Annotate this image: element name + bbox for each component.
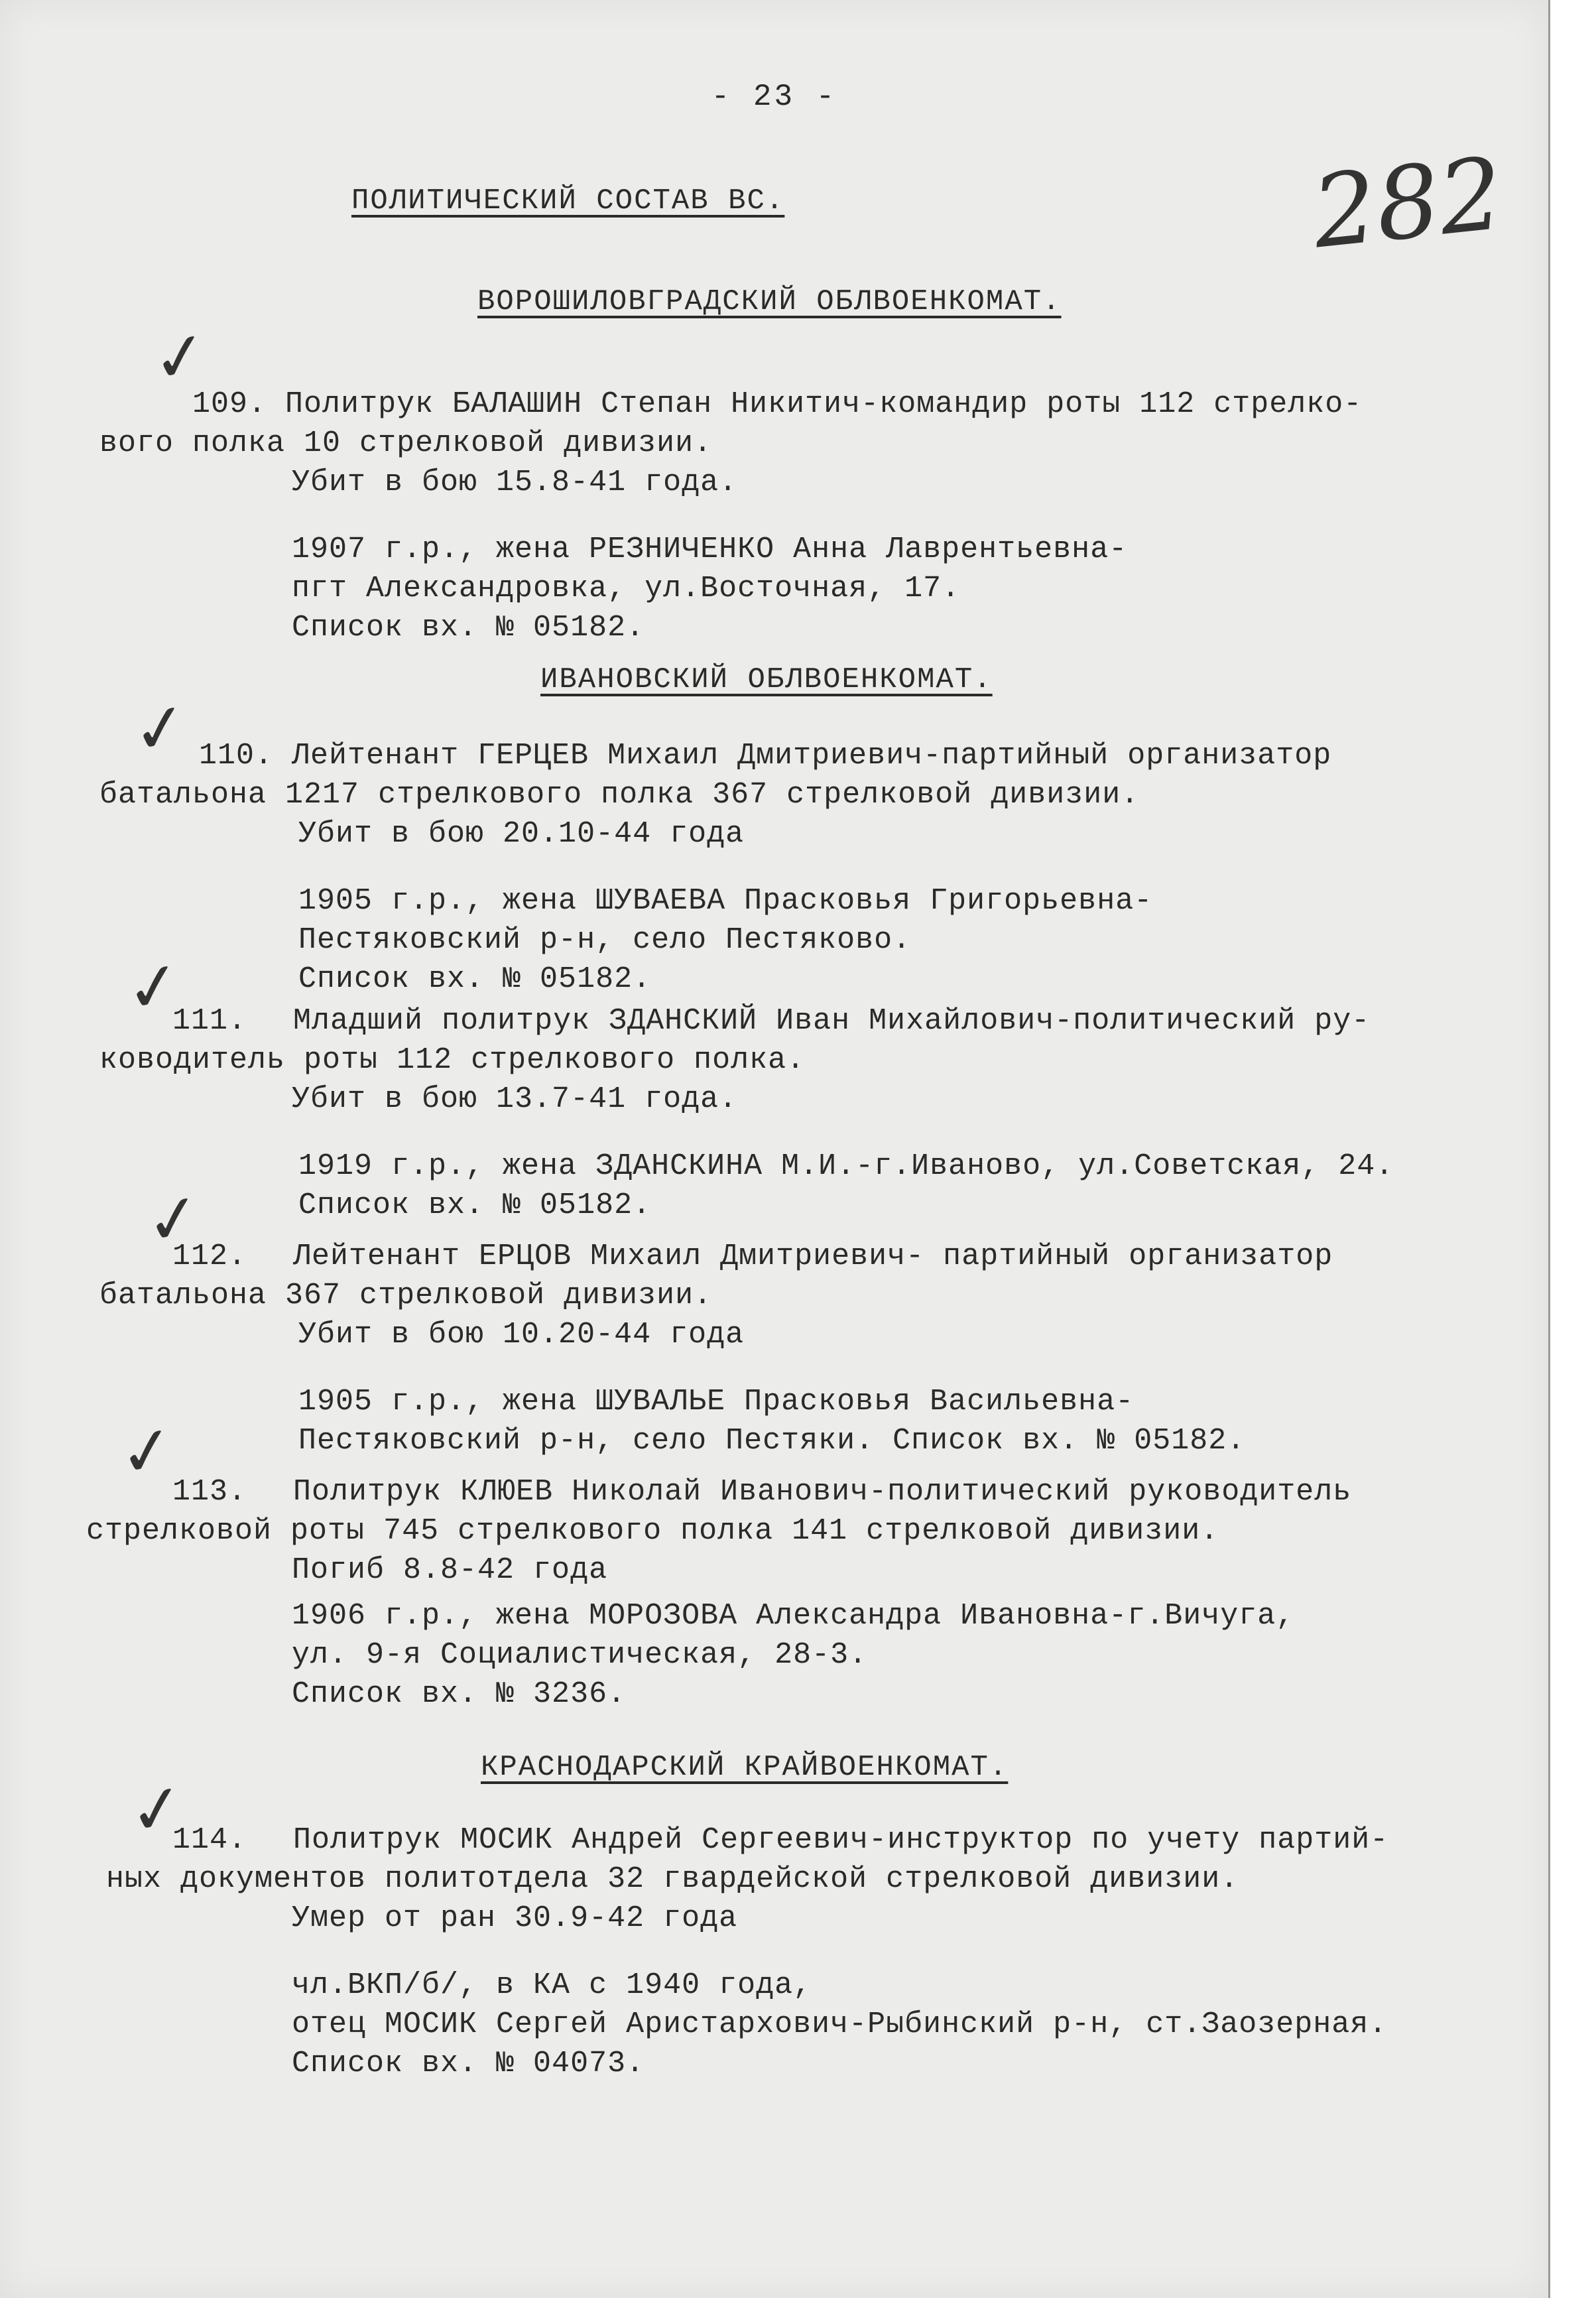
checkmark-icon: ✓: [121, 944, 187, 1030]
checkmark-icon: ✓: [114, 1409, 180, 1494]
entry-110: 110. Лейтенант ГЕРЦЕВ Михаил Дмитриевич-партийный организатор батальона 1217 стрелкового полка 367 стрелковой дивизии. Убит в бою 20.10-44 года 1905 г.р., жена ШУВАЕВА Прасковья Григорьевна- Пестяковский р-н, село Пестяково. Список вх. № 05182.: [99, 739, 1332, 996]
entry-113: 113. Политрук КЛЮЕВ Николай Иванович-политический руководитель стрелковой роты 745 стрелкового полка 141 стрелковой дивизии. Погиб 8.8-42 года 1906 г.р., жена МОРОЗОВА Александра Ивановна-г.Вичуга, ул. 9-я Социалистическая, 28-3. Список вх. № 3236.: [86, 1475, 1352, 1711]
section-heading-voroshilovgrad: ВОРОШИЛОВГРАДСКИЙ ОБЛВОЕНКОМАТ.: [477, 285, 1062, 318]
section-heading-krasnodar: КРАСНОДАРСКИЙ КРАЙВОЕНКОМАТ.: [481, 1751, 1009, 1784]
checkmark-icon: ✓: [147, 314, 214, 400]
checkmark-icon: ✓: [124, 1767, 190, 1852]
entry-number: 110.: [199, 739, 274, 773]
checkmark-icon: ✓: [127, 686, 194, 771]
entry-112: 112. Лейтенант ЕРЦОВ Михаил Дмитриевич- партийный организатор батальона 367 стрелковой дивизии. Убит в бою 10.20-44 года 1905 г.р., жена ШУВАЛЬЕ Прасковья Васильевна- Пестяковский р-н, село Пестяки. Список вх. № 05182.: [99, 1240, 1333, 1458]
entry-number: 111.: [172, 1004, 247, 1038]
section-heading-ivanovo: ИВАНОВСКИЙ ОБЛВОЕНКОМАТ.: [540, 663, 993, 696]
entry-number: 109.: [192, 387, 267, 421]
entry-114: 114. Политрук МОСИК Андрей Сергеевич-инструктор по учету партий- ных документов политотдела 32 гвардейской стрелковой дивизии. Умер от ран 30.9-42 года чл.ВКП/б/, в КА с 1940 года, отец МОСИК Сергей Аристархович-Рыбинский р-н, ст.Заозерная. Список вх. № 04073.: [106, 1823, 1389, 2080]
document-title: ПОЛИТИЧЕСКИЙ СОСТАВ ВС.: [351, 184, 785, 218]
checkmark-icon: ✓: [141, 1177, 207, 1262]
entry-number: 114.: [172, 1823, 247, 1857]
page-number: - 23 -: [711, 80, 837, 114]
entry-109: 109. Политрук БАЛАШИН Степан Никитич-командир роты 112 стрелко- вого полка 10 стрелковой дивизии. Убит в бою 15.8-41 года. 1907 г.р., жена РЕЗНИЧЕНКО Анна Лаврентьевна- пгт Александровка, ул.Восточная, 17. Список вх. № 05182.: [99, 387, 1363, 645]
archive-number-handwritten: 282: [1307, 136, 1508, 271]
entry-number: 112.: [172, 1240, 247, 1273]
entry-number: 113.: [172, 1475, 247, 1509]
entry-111: 111. Младший политрук ЗДАНСКИЙ Иван Михайлович-политический ру- ководитель роты 112 стрелкового полка. Убит в бою 13.7-41 года. 1919 г.р., жена ЗДАНСКИНА М.И.-г.Иваново, ул.Советская, 24. Список вх. № 05182.: [99, 1004, 1394, 1222]
